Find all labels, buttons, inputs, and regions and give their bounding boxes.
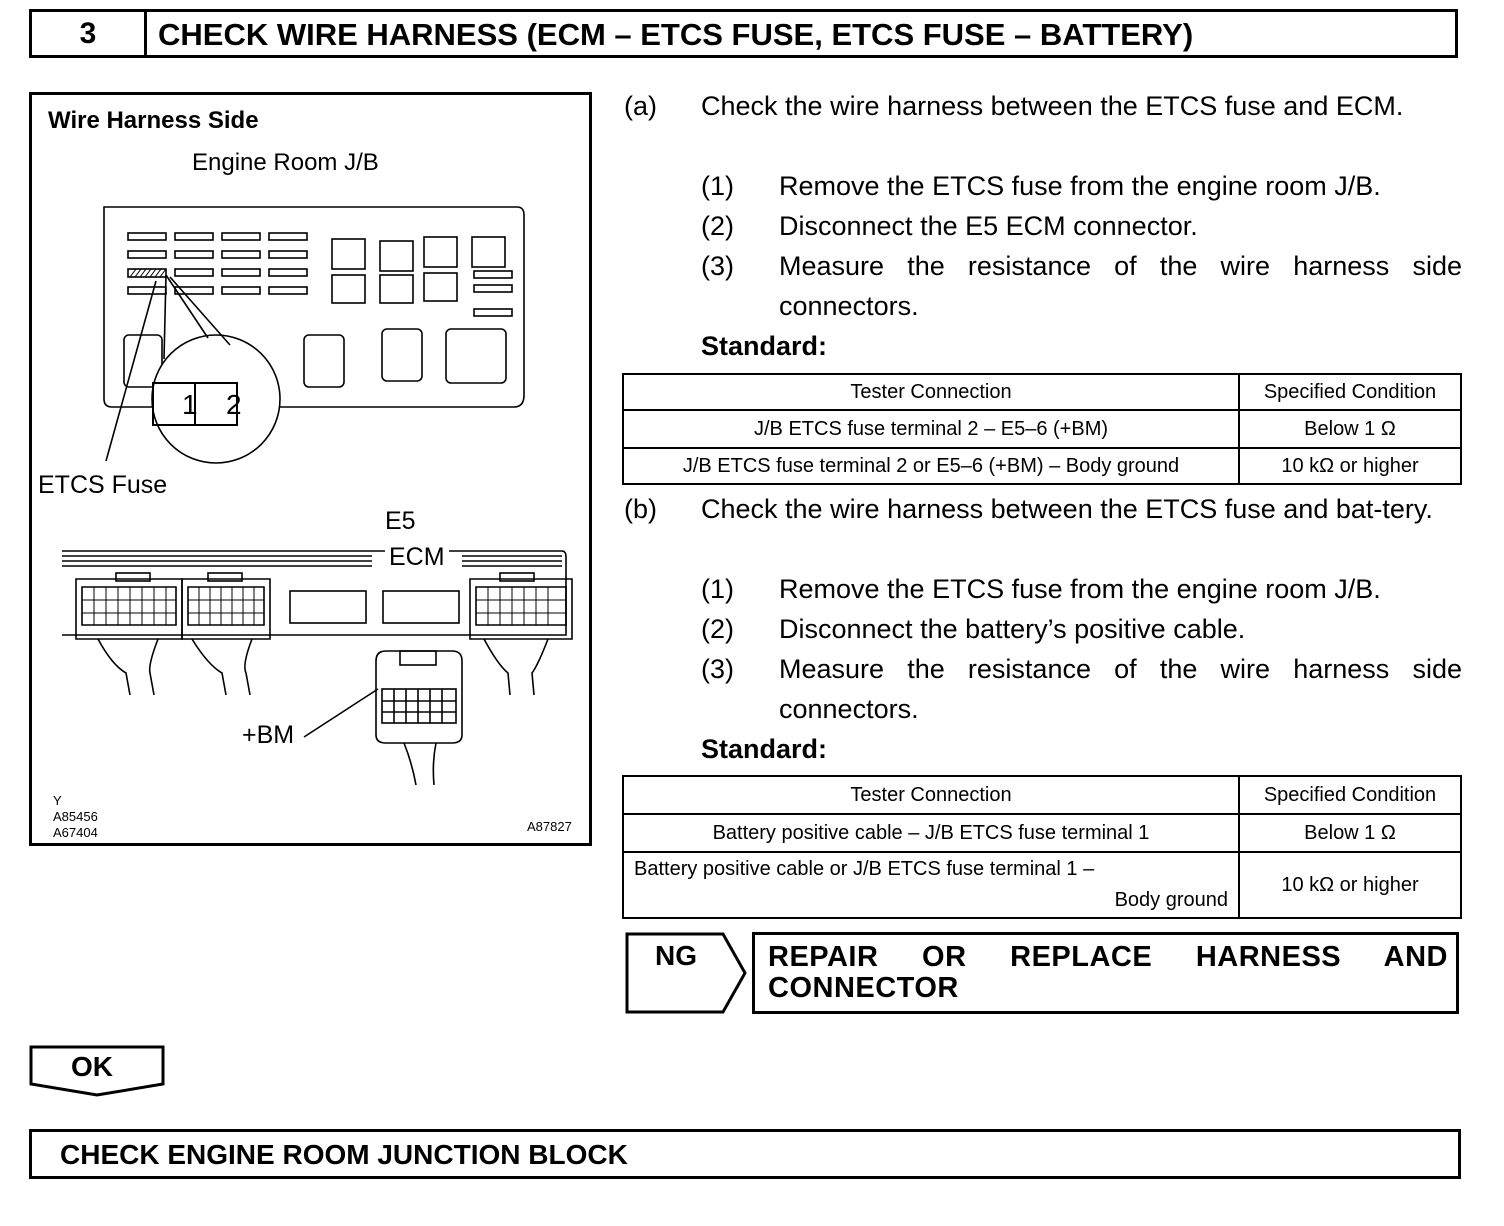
step-b-sub1-tag: (1) — [701, 574, 734, 604]
table-cell-condition: Below 1 Ω — [1239, 410, 1461, 448]
table-cell-connection: Battery positive cable – J/B ETCS fuse terminal 1 — [623, 814, 1239, 852]
step-b-standard-label: Standard: — [701, 734, 828, 764]
terminal-2-label: 2 — [226, 389, 242, 420]
table-header-row — [623, 374, 1461, 410]
table-cell-condition: Below 1 Ω — [1239, 814, 1461, 852]
table-row — [623, 410, 1461, 448]
ng-result-box — [752, 932, 1459, 1014]
step-a-text: Check the wire harness between the ETCS fuse and ECM. — [701, 91, 1404, 121]
ecm-label: ECM — [385, 543, 449, 572]
table-header-connection: Tester Connection — [623, 374, 1239, 410]
table-row — [623, 448, 1461, 484]
figure-code-y: Y — [53, 793, 62, 808]
fuse-label: ETCS Fuse — [38, 471, 168, 499]
step-a-sub3-tag: (3) — [701, 251, 734, 281]
table-header-row — [623, 776, 1461, 814]
connector-grid-lines — [82, 587, 566, 625]
step-a-sub1-text: Remove the ETCS fuse from the engine room J/B. — [779, 171, 1381, 201]
table-cell-connection-line1: Battery positive cable or J/B ETCS fuse terminal 1 – — [634, 858, 1095, 880]
harness-bundles — [98, 639, 548, 695]
figure-code-1: A85456 — [53, 809, 98, 824]
step-b-sub2-text: Disconnect the battery’s positive cable. — [779, 614, 1246, 644]
step-a-sub2-tag: (2) — [701, 211, 734, 241]
next-step-box — [29, 1129, 1461, 1179]
step-b-sub2-tag: (2) — [701, 614, 734, 644]
table-header-connection: Tester Connection — [623, 776, 1239, 814]
figure-title: Wire Harness Side — [48, 107, 259, 134]
ng-label: NG — [655, 940, 697, 971]
table-cell-connection — [623, 852, 1239, 918]
step-b-sub3-tag: (3) — [701, 654, 734, 684]
wiring-diagram — [32, 95, 589, 843]
step-b-sub3-text: Measure the resistance of the wire harness side connectors. — [779, 654, 1462, 724]
ecm-body — [62, 551, 566, 635]
ng-result-text: REPAIR OR REPLACE HARNESS AND CONNECTOR — [768, 941, 1448, 1004]
step-a-sub2-text: Disconnect the E5 ECM connector. — [779, 211, 1198, 241]
magnifier-circle — [152, 335, 280, 463]
figure-code-3: A87827 — [527, 819, 572, 834]
step-a-sub1-tag: (1) — [701, 171, 734, 201]
connector-label: E5 — [385, 507, 416, 535]
step-title: CHECK WIRE HARNESS (ECM – ETCS FUSE, ETCS FUSE – BATTERY) — [158, 17, 1194, 52]
table-cell-connection: J/B ETCS fuse terminal 2 – E5–6 (+BM) — [623, 410, 1239, 448]
bm-label: +BM — [242, 721, 295, 749]
terminal-1-label: 1 — [182, 389, 198, 420]
step-b-spec-table — [622, 775, 1462, 919]
jb-label: Engine Room J/B — [192, 149, 379, 176]
step-b-text: Check the wire harness between the ETCS fuse and bat-tery. — [701, 494, 1433, 524]
table-cell-connection-line2: Body ground — [1114, 889, 1228, 911]
fuse-leader-line — [106, 281, 156, 461]
ng-tag — [625, 932, 747, 1014]
step-a-standard-label: Standard: — [701, 331, 828, 361]
table-row — [623, 852, 1461, 918]
table-header-condition: Specified Condition — [1239, 374, 1461, 410]
table-cell-condition: 10 kΩ or higher — [1239, 448, 1461, 484]
ok-label: OK — [71, 1051, 113, 1082]
step-a-sub3-text: Measure the resistance of the wire harness side connectors. — [779, 251, 1462, 321]
step-b-sub1-text: Remove the ETCS fuse from the engine room J/B. — [779, 574, 1381, 604]
ok-tag — [29, 1045, 166, 1097]
e5-connector — [376, 651, 462, 785]
figure-code-2: A67404 — [53, 825, 98, 840]
table-row — [623, 814, 1461, 852]
table-header-condition: Specified Condition — [1239, 776, 1461, 814]
step-a-tag: (a) — [624, 91, 657, 121]
step-b-tag: (b) — [624, 494, 657, 524]
table-cell-condition: 10 kΩ or higher — [1239, 852, 1461, 918]
table-cell-connection: J/B ETCS fuse terminal 2 or E5–6 (+BM) – Body ground — [623, 448, 1239, 484]
step-header — [29, 9, 1458, 58]
bm-leader-line — [304, 689, 378, 737]
wire-harness-figure — [29, 92, 592, 846]
step-a-spec-table — [622, 373, 1462, 485]
step-number: 3 — [32, 12, 147, 55]
ecm-connectors — [76, 573, 572, 639]
next-step-title: CHECK ENGINE ROOM JUNCTION BLOCK — [60, 1139, 628, 1170]
